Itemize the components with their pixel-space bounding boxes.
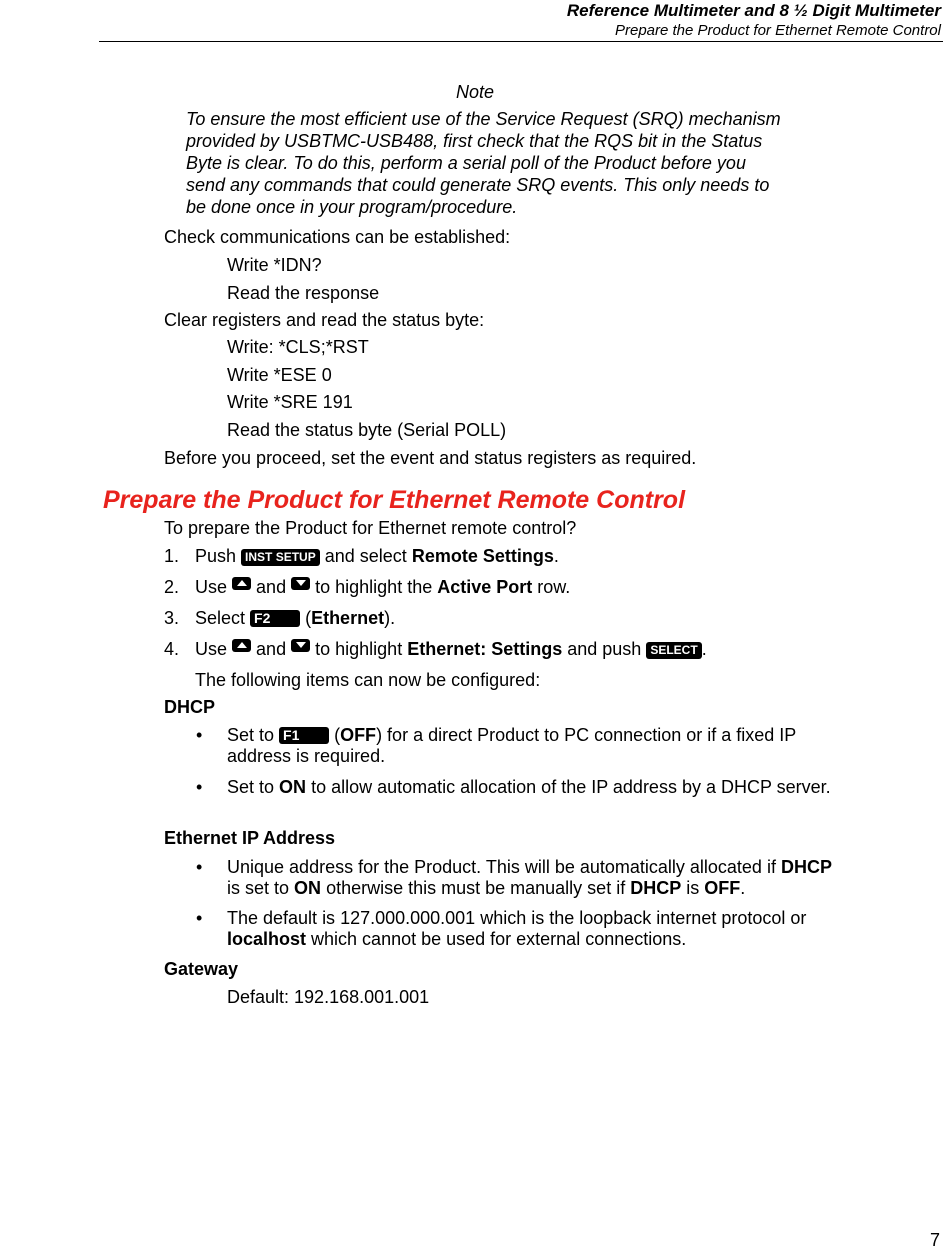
step-number: 2. [164, 577, 180, 597]
gateway-default: Default: 192.168.001.001 [227, 987, 430, 1007]
bullet-bold: DHCP [630, 878, 682, 898]
gateway-heading: Gateway [164, 959, 239, 979]
following-text: The following items can now be configured: [195, 670, 541, 690]
bullet-text: is [686, 878, 700, 898]
header-subtitle: Prepare the Product for Ethernet Remote Control [614, 22, 941, 39]
bullet-icon: • [196, 725, 203, 745]
clear-step: Write *ESE 0 [227, 365, 332, 385]
check-step: Write *IDN? [227, 255, 322, 275]
step-1 [195, 546, 559, 567]
eip-bullet-2 [227, 908, 847, 950]
step-number: 1. [164, 546, 180, 566]
step-number: 3. [164, 608, 180, 628]
step-text: Use [195, 577, 228, 597]
eip-bullet-1 [227, 857, 847, 899]
bullet-text: which cannot be used for external connections. [311, 929, 687, 949]
step-bold: Active Port [437, 577, 533, 597]
step-2 [195, 577, 570, 598]
bullet-icon: • [196, 857, 203, 877]
bullet-text: Set to [227, 777, 275, 797]
step-text: and [256, 639, 287, 659]
step-bold: Ethernet: Settings [407, 639, 563, 659]
bullet-text: to allow automatic allocation of the IP address by a DHCP server. [311, 777, 831, 797]
dhcp-heading: DHCP [164, 697, 216, 717]
step-text: ( [305, 608, 312, 628]
page-number: 7 [929, 1230, 940, 1250]
section-intro: To prepare the Product for Ethernet remote control? [164, 518, 577, 538]
step-text: Use [195, 639, 228, 659]
step-4 [195, 639, 707, 660]
clear-step: Write: *CLS;*RST [227, 337, 369, 357]
bullet-bold: localhost [227, 929, 307, 949]
step-text: to highlight the [315, 577, 433, 597]
step-bold: Ethernet [311, 608, 385, 628]
header-title: Reference Multimeter and 8 ½ Digit Multimeter [566, 1, 941, 20]
section-title: Prepare the Product for Ethernet Remote Control [103, 486, 686, 514]
up-arrow-icon [232, 639, 251, 652]
step-text: . [701, 639, 707, 659]
dhcp-bullet-1 [227, 725, 847, 767]
step-text: Select [195, 608, 246, 628]
step-3 [195, 608, 395, 629]
bullet-text: is set to [227, 878, 290, 898]
down-arrow-icon [291, 577, 310, 590]
bullet-text: Unique address for the Product. This will be automatically allocated if [227, 857, 776, 877]
bullet-text: . [740, 878, 746, 898]
select-key: SELECT [646, 642, 701, 659]
step-text: row. [537, 577, 571, 597]
clear-step: Read the status byte (Serial POLL) [227, 420, 507, 440]
step-text: . [553, 546, 559, 566]
step-text: ). [384, 608, 396, 628]
bullet-text: otherwise this must be manually set if [326, 878, 626, 898]
note-title: Note [455, 82, 495, 102]
bullet-text: ( [334, 725, 341, 745]
bullet-text: The default is 127.000.000.001 which is the loopback internet protocol or [227, 908, 807, 928]
dhcp-bullet-2 [227, 777, 847, 798]
check-intro: Check communications can be established: [164, 227, 511, 247]
inst-setup-key: INST SETUP [241, 549, 320, 566]
header-rule [99, 41, 943, 42]
up-arrow-icon [232, 577, 251, 590]
f1-key: F1 [279, 727, 329, 744]
check-step: Read the response [227, 283, 380, 303]
step-text: and select [324, 546, 407, 566]
step-text: Push [195, 546, 237, 566]
bullet-text: ) for a direct Product to PC connection or if a fixed IP address is required. [227, 725, 796, 766]
clear-step: Write *SRE 191 [227, 392, 353, 412]
bullet-bold: OFF [340, 725, 377, 745]
clear-intro: Clear registers and read the status byte: [164, 310, 485, 330]
bullet-bold: ON [294, 878, 322, 898]
step-text: and push [567, 639, 642, 659]
bullet-bold: OFF [704, 878, 741, 898]
step-text: and [256, 577, 287, 597]
bullet-icon: • [196, 908, 203, 928]
before-text: Before you proceed, set the event and status registers as required. [164, 448, 697, 468]
f2-key: F2 [250, 610, 300, 627]
bullet-icon: • [196, 777, 203, 797]
bullet-bold: DHCP [780, 857, 832, 877]
step-number: 4. [164, 639, 180, 659]
eip-heading: Ethernet IP Address [164, 828, 336, 848]
bullet-text: Set to [227, 725, 275, 745]
note-text: To ensure the most efficient use of the Service Request (SRQ) mechanism provided by USBTMC-USB488, first check that the RQS bit in the Status Byte is clear. To do this, perform a serial poll of the Product before you send any commands that could generate SRQ events. This only needs to be done once in your program/procedure. [186, 109, 781, 217]
step-text: to highlight [315, 639, 403, 659]
bullet-bold: ON [279, 777, 307, 797]
down-arrow-icon [291, 639, 310, 652]
step-bold: Remote Settings [411, 546, 554, 566]
